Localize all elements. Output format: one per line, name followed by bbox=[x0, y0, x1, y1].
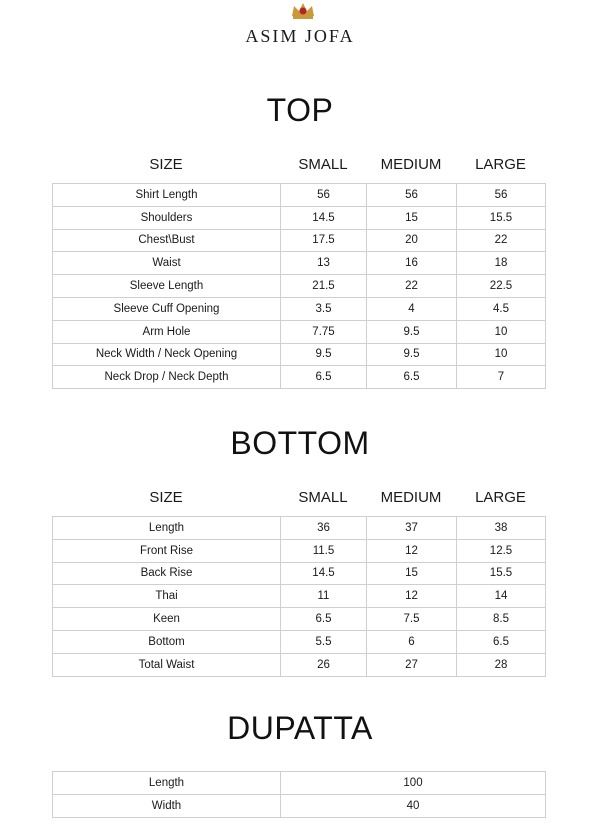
top-size-table bbox=[52, 183, 546, 389]
medium-value: 15 bbox=[367, 206, 457, 229]
medium-value: 12 bbox=[367, 585, 457, 608]
medium-value: 15 bbox=[367, 562, 457, 585]
large-value: 15.5 bbox=[457, 562, 546, 585]
bottom-size-table bbox=[52, 516, 546, 677]
measurement-label: Waist bbox=[53, 252, 281, 275]
medium-value: 6.5 bbox=[367, 366, 457, 389]
table-row bbox=[53, 630, 546, 653]
medium-value: 56 bbox=[367, 184, 457, 207]
measurement-label: Sleeve Length bbox=[53, 275, 281, 298]
measurement-label: Length bbox=[53, 772, 281, 795]
table-row bbox=[53, 585, 546, 608]
table-row bbox=[53, 366, 546, 389]
measurement-label: Shoulders bbox=[53, 206, 281, 229]
brand-name: ASIM JOFA bbox=[245, 26, 355, 46]
section-title-bottom: BOTTOM bbox=[230, 425, 370, 461]
header-small: SMALL bbox=[298, 489, 348, 506]
large-value: 8.5 bbox=[457, 608, 546, 631]
measurement-label: Shirt Length bbox=[53, 184, 281, 207]
table-row bbox=[53, 653, 546, 676]
header-size: SIZE bbox=[149, 156, 183, 173]
table-row bbox=[53, 562, 546, 585]
small-value: 5.5 bbox=[281, 630, 367, 653]
large-value: 14 bbox=[457, 585, 546, 608]
small-value: 21.5 bbox=[281, 275, 367, 298]
small-value: 56 bbox=[281, 184, 367, 207]
brand-logo bbox=[0, 0, 600, 60]
large-value: 15.5 bbox=[457, 206, 546, 229]
large-value: 28 bbox=[457, 653, 546, 676]
small-value: 7.75 bbox=[281, 320, 367, 343]
dupatta-size-table bbox=[52, 771, 546, 818]
header-size: SIZE bbox=[149, 489, 183, 506]
measurement-label: Width bbox=[53, 794, 281, 817]
table-row bbox=[53, 252, 546, 275]
header-large: LARGE bbox=[475, 156, 526, 173]
top-header-row bbox=[52, 156, 545, 176]
medium-value: 4 bbox=[367, 297, 457, 320]
small-value: 36 bbox=[281, 517, 367, 540]
medium-value: 7.5 bbox=[367, 608, 457, 631]
bottom-header-row bbox=[52, 489, 545, 509]
large-value: 38 bbox=[457, 517, 546, 540]
crown-crest-icon bbox=[290, 2, 316, 20]
table-row bbox=[53, 297, 546, 320]
small-value: 26 bbox=[281, 653, 367, 676]
medium-value: 27 bbox=[367, 653, 457, 676]
small-value: 3.5 bbox=[281, 297, 367, 320]
table-row bbox=[53, 229, 546, 252]
large-value: 56 bbox=[457, 184, 546, 207]
large-value: 22 bbox=[457, 229, 546, 252]
large-value: 4.5 bbox=[457, 297, 546, 320]
table-row bbox=[53, 206, 546, 229]
measurement-label: Length bbox=[53, 517, 281, 540]
measurement-label: Thai bbox=[53, 585, 281, 608]
table-row bbox=[53, 184, 546, 207]
measurement-label: Chest\Bust bbox=[53, 229, 281, 252]
small-value: 17.5 bbox=[281, 229, 367, 252]
table-row bbox=[53, 794, 546, 817]
small-value: 11.5 bbox=[281, 539, 367, 562]
table-row bbox=[53, 608, 546, 631]
medium-value: 9.5 bbox=[367, 343, 457, 366]
table-row bbox=[53, 320, 546, 343]
section-title-dupatta: DUPATTA bbox=[227, 710, 373, 746]
small-value: 6.5 bbox=[281, 608, 367, 631]
large-value: 10 bbox=[457, 320, 546, 343]
large-value: 12.5 bbox=[457, 539, 546, 562]
medium-value: 12 bbox=[367, 539, 457, 562]
small-value: 13 bbox=[281, 252, 367, 275]
measurement-label: Keen bbox=[53, 608, 281, 631]
medium-value: 22 bbox=[367, 275, 457, 298]
measurement-value: 40 bbox=[281, 794, 546, 817]
measurement-label: Neck Drop / Neck Depth bbox=[53, 366, 281, 389]
measurement-label: Total Waist bbox=[53, 653, 281, 676]
large-value: 22.5 bbox=[457, 275, 546, 298]
small-value: 9.5 bbox=[281, 343, 367, 366]
measurement-label: Arm Hole bbox=[53, 320, 281, 343]
medium-value: 6 bbox=[367, 630, 457, 653]
section-title-top: TOP bbox=[266, 92, 334, 128]
table-row bbox=[53, 772, 546, 795]
measurement-label: Back Rise bbox=[53, 562, 281, 585]
large-value: 6.5 bbox=[457, 630, 546, 653]
medium-value: 16 bbox=[367, 252, 457, 275]
large-value: 10 bbox=[457, 343, 546, 366]
header-small: SMALL bbox=[298, 156, 348, 173]
small-value: 14.5 bbox=[281, 206, 367, 229]
table-row bbox=[53, 539, 546, 562]
large-value: 18 bbox=[457, 252, 546, 275]
table-row bbox=[53, 275, 546, 298]
measurement-value: 100 bbox=[281, 772, 546, 795]
medium-value: 20 bbox=[367, 229, 457, 252]
header-large: LARGE bbox=[475, 489, 526, 506]
table-row bbox=[53, 517, 546, 540]
small-value: 11 bbox=[281, 585, 367, 608]
medium-value: 9.5 bbox=[367, 320, 457, 343]
large-value: 7 bbox=[457, 366, 546, 389]
header-medium: MEDIUM bbox=[380, 156, 442, 173]
table-row bbox=[53, 343, 546, 366]
measurement-label: Sleeve Cuff Opening bbox=[53, 297, 281, 320]
medium-value: 37 bbox=[367, 517, 457, 540]
header-medium: MEDIUM bbox=[380, 489, 442, 506]
measurement-label: Neck Width / Neck Opening bbox=[53, 343, 281, 366]
measurement-label: Bottom bbox=[53, 630, 281, 653]
small-value: 14.5 bbox=[281, 562, 367, 585]
small-value: 6.5 bbox=[281, 366, 367, 389]
measurement-label: Front Rise bbox=[53, 539, 281, 562]
